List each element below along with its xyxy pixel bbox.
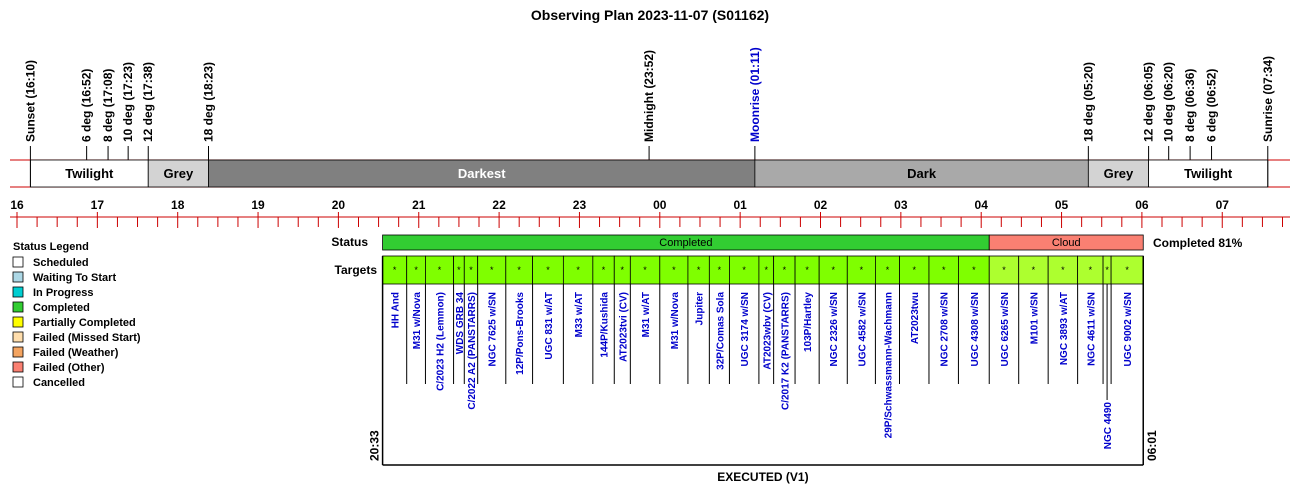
legend-item-label: Scheduled [33, 257, 89, 269]
hour-tick-label: 00 [653, 198, 667, 212]
target-marker: * [1061, 265, 1065, 275]
hour-tick-label: 02 [813, 198, 828, 212]
target-marker: * [941, 265, 946, 275]
sky-band-label: Darkest [457, 166, 506, 181]
hour-tick-label: 04 [974, 198, 988, 212]
target-marker: * [489, 265, 494, 275]
target-name: UGC 4308 w/SN [969, 292, 981, 367]
target-marker: * [885, 265, 890, 275]
execution-caption: EXECUTED (V1) [717, 470, 809, 484]
target-marker: * [831, 265, 835, 275]
target-marker: * [742, 265, 746, 275]
target-marker: * [805, 265, 809, 275]
legend-swatch [13, 287, 23, 297]
target-marker: * [859, 265, 864, 275]
status-row-label: Status [331, 235, 368, 249]
target-marker: * [643, 265, 647, 275]
target-name: 29P/Schwassmann-Wachmann [883, 292, 895, 439]
hour-tick-label: 22 [492, 198, 506, 212]
target-name: NGC 2708 w/SN [939, 292, 951, 367]
event-label: Midnight (23:52) [642, 50, 657, 142]
target-name: UGC 6265 w/SN [999, 292, 1011, 367]
hour-tick-label: 20 [331, 198, 346, 212]
event-label: 18 deg (18:23) [201, 61, 216, 142]
sky-band-label: Twilight [1184, 166, 1233, 181]
target-marker: * [1105, 265, 1109, 275]
target-name: HH And [390, 292, 402, 329]
time-axis [10, 198, 1290, 228]
hour-tick-label: 07 [1215, 198, 1229, 212]
hour-tick-label: 06 [1135, 198, 1149, 212]
target-name: UGC 831 w/AT [543, 292, 555, 360]
event-markers [23, 47, 1274, 160]
legend-swatch [13, 332, 23, 342]
target-marker: * [392, 265, 397, 275]
hour-tick-label: 03 [894, 198, 908, 212]
hour-tick-label: 21 [412, 198, 426, 212]
target-marker: * [672, 265, 676, 275]
target-marker: * [1002, 265, 1006, 275]
sky-band-label: Dark [907, 166, 937, 181]
event-label: 12 deg (17:38) [141, 61, 156, 142]
target-marker: * [912, 265, 916, 275]
legend-item-label: Waiting To Start [33, 272, 117, 284]
target-marker: * [601, 265, 606, 275]
completion-text: Completed 81% [1153, 236, 1243, 250]
target-name: WDS GRB 34 [454, 292, 466, 355]
hour-tick-label: 17 [90, 198, 105, 212]
target-name: AT2023wbv (CV) [762, 292, 774, 370]
target-name: NGC 4490 [1103, 402, 1115, 450]
target-marker: * [1031, 265, 1036, 275]
sky-band-label: Grey [163, 166, 194, 181]
target-name: C/2023 H2 (Lemmon) [435, 292, 447, 391]
targets-row-label: Targets [334, 263, 377, 277]
event-label: 8 deg (17:08) [101, 68, 116, 142]
legend-item-label: Partially Completed [33, 317, 136, 329]
target-marker: * [437, 265, 442, 275]
hour-tick-label: 18 [171, 198, 185, 212]
target-marker: * [546, 265, 550, 275]
status-bar [383, 235, 1144, 250]
target-name: Jupiter [694, 292, 706, 326]
target-timeline [383, 256, 1144, 449]
hour-tick-label: 01 [733, 198, 747, 212]
hour-tick-label: 05 [1054, 198, 1069, 212]
target-name: M31 w/Nova [669, 292, 681, 350]
status-legend [13, 241, 141, 389]
status-segment-label: Cloud [1051, 237, 1081, 249]
target-marker: * [717, 265, 722, 275]
status-segment-label: Completed [659, 237, 713, 249]
legend-item-label: Failed (Missed Start) [33, 332, 141, 344]
target-name: UGC 4582 w/SN [857, 292, 869, 367]
legend-swatch [13, 362, 23, 372]
sky-condition-bands [10, 160, 1290, 187]
legend-item-label: Failed (Other) [33, 362, 105, 374]
target-name: 12P/Pons-Brooks [515, 292, 527, 375]
target-name: UGC 9002 w/SN [1123, 292, 1135, 367]
target-marker: * [517, 265, 521, 275]
sky-band-label: Grey [1103, 166, 1134, 181]
target-name: C/2017 K2 (PANSTARRS) [780, 292, 792, 410]
target-marker: * [414, 265, 418, 275]
target-marker: * [782, 265, 787, 275]
target-name: M33 w/AT [574, 292, 586, 338]
legend-swatch [13, 302, 23, 312]
target-marker: * [457, 265, 461, 275]
target-name: M31 w/AT [641, 292, 653, 338]
legend-swatch [13, 347, 23, 357]
event-label: 10 deg (06:20) [1161, 61, 1176, 142]
legend-swatch [13, 257, 23, 267]
event-label: 6 deg (16:52) [79, 68, 94, 142]
legend-swatch [13, 272, 23, 282]
target-name: NGC 3893 w/AT [1058, 292, 1070, 366]
target-name: M31 w/Nova [412, 292, 424, 350]
hour-tick-label: 16 [10, 198, 24, 212]
target-marker: * [696, 265, 701, 275]
event-label: 8 deg (06:36) [1183, 68, 1198, 142]
event-label: Sunset (16:10) [23, 59, 38, 142]
target-name: AT2023tvi (CV) [618, 292, 630, 362]
target-name: C/2022 A2 (PANSTARRS) [466, 292, 478, 410]
legend-item-label: Cancelled [33, 377, 85, 389]
target-marker: * [620, 265, 625, 275]
target-name: NGC 4611 w/SN [1086, 292, 1098, 366]
target-name: M101 w/SN [1029, 292, 1041, 345]
target-name: UGC 3174 w/SN [740, 292, 752, 367]
execution-end-time: 06:01 [1145, 430, 1160, 461]
target-marker: * [1088, 265, 1093, 275]
target-marker: * [972, 265, 976, 275]
target-marker: * [469, 265, 473, 275]
chart-title: Observing Plan 2023-11-07 (S01162) [530, 7, 770, 23]
legend-swatch [13, 317, 23, 327]
event-label: Sunrise (07:34) [1260, 55, 1275, 142]
event-label: 10 deg (17:23) [121, 61, 136, 142]
sky-band-label: Twilight [65, 166, 114, 181]
execution-start-time: 20:33 [367, 430, 382, 461]
target-name: NGC 7625 w/SN [487, 292, 499, 367]
event-label: Moonrise (01:11) [747, 47, 762, 142]
event-label: 6 deg (06:52) [1204, 68, 1219, 142]
target-name: NGC 2326 w/SN [829, 292, 841, 367]
legend-item-label: Completed [33, 302, 90, 314]
target-name: AT2023twu [910, 292, 922, 345]
target-marker: * [1125, 265, 1129, 275]
target-name: 32P/Comas Sola [715, 292, 727, 370]
target-marker: * [764, 265, 769, 275]
hour-tick-label: 23 [572, 198, 587, 212]
target-name: 144P/Kushida [599, 292, 611, 358]
legend-item-label: In Progress [33, 287, 94, 299]
legend-item-label: Failed (Weather) [33, 347, 119, 359]
legend-title: Status Legend [13, 241, 89, 253]
event-label: 12 deg (06:05) [1141, 61, 1156, 142]
hour-tick-label: 19 [251, 198, 265, 212]
legend-swatch [13, 377, 23, 387]
event-label: 18 deg (05:20) [1081, 61, 1096, 142]
target-marker: * [576, 265, 580, 275]
target-name: 103P/Hartley [803, 292, 815, 353]
